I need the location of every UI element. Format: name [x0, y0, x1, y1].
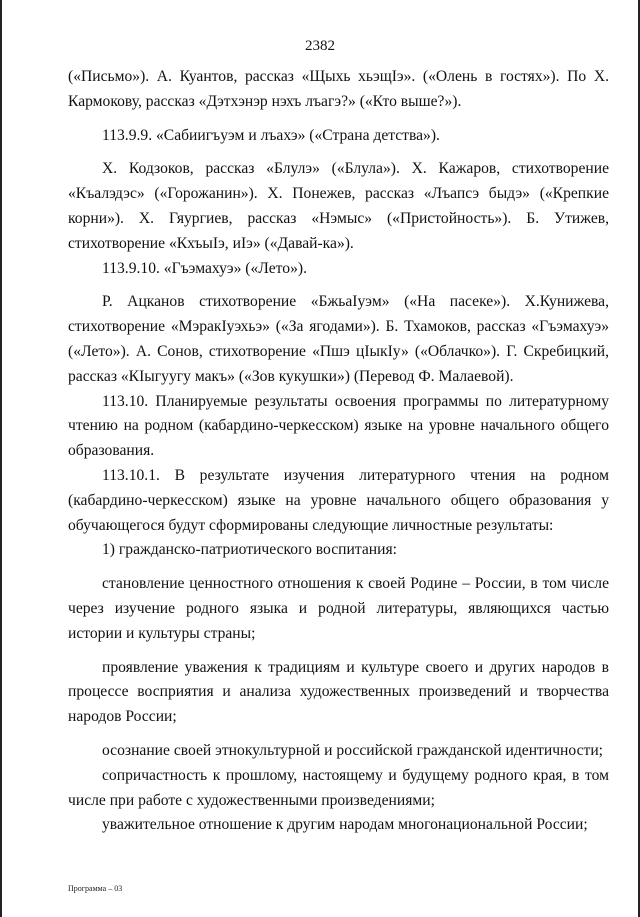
page-number: 2382	[305, 38, 335, 54]
paragraph: 1) гражданско-патриотического воспитания:	[102, 541, 397, 559]
paragraph: («Письмо»). А. Куантов, рассказ «Щыхь хьэщIэ». («Олень в гостях»). По Х. Кармокову, рассказ «Дэтхэнэр нэхъ лъагэ?» («Кто выше?»).	[68, 68, 609, 110]
paragraph: уважительное отношение к другим народам многонациональной России;	[102, 816, 588, 834]
paragraph: Х. Кодзоков, рассказ «Блулэ» («Блула»). Х. Кажаров, стихотворение «Къалэдэс» («Горожанин»). Х. Понежев, рассказ «Лъапсэ быдэ» («Крепкие корни»). Х. Гяургиев, рассказ «Нэмыс» («Пристойность»). Б. Утижев, стихотворение «КхъыIэ, иIэ» («Давай-ка»).	[68, 160, 609, 252]
paragraph: становление ценностного отношения к своей Родине – России, в том числе через изучение родного языка и родной литературы, являющихся частью истории и культуры страны;	[68, 575, 609, 642]
paragraph: Р. Ацканов стихотворение «БжьаIуэм» («На пасеке»). Х.Кунижева, стихотворение «МэракIуэхьэ» («За ягодами»). Б. Тхамоков, рассказ «Гъэмахуэ» («Лето»). А. Сонов, стихотворение «Пшэ цIыкIу» («Облачко»). Г. Скребицкий, рассказ «КIыгуугу макъ» («Зов кукушки») (Перевод Ф. Малаевой).	[68, 293, 609, 385]
paragraph: 113.10. Планируемые результаты освоения программы по литературному чтению на родном (кабардино-черкесском) языке на уровне начального общего образования.	[68, 392, 609, 460]
body-text	[68, 65, 609, 838]
paragraph: сопричастность к прошлому, настоящему и будущему родного края, в том числе при работе с художественными произведениями;	[68, 766, 609, 809]
footer-label: Программа – 03	[68, 884, 123, 893]
paragraph: осознание своей этнокультурной и российской гражданской идентичности;	[102, 741, 604, 759]
paragraph: 113.9.10. «Гъэмахуэ» («Лето»).	[102, 259, 307, 277]
paragraph: проявление уважения к традициям и культуре своего и других народов в процессе восприятия и анализа художественных произведений и творчества народов России;	[68, 658, 609, 726]
paragraph: 113.10.1. В результате изучения литературного чтения на родном (кабардино-черкесском) языке на уровне начального общего образования у обучающегося будут сформированы следующие личностные результаты:	[68, 466, 609, 534]
paragraph: 113.9.9. «Сабиигъуэм и лъахэ» («Страна детства»).	[102, 126, 440, 144]
